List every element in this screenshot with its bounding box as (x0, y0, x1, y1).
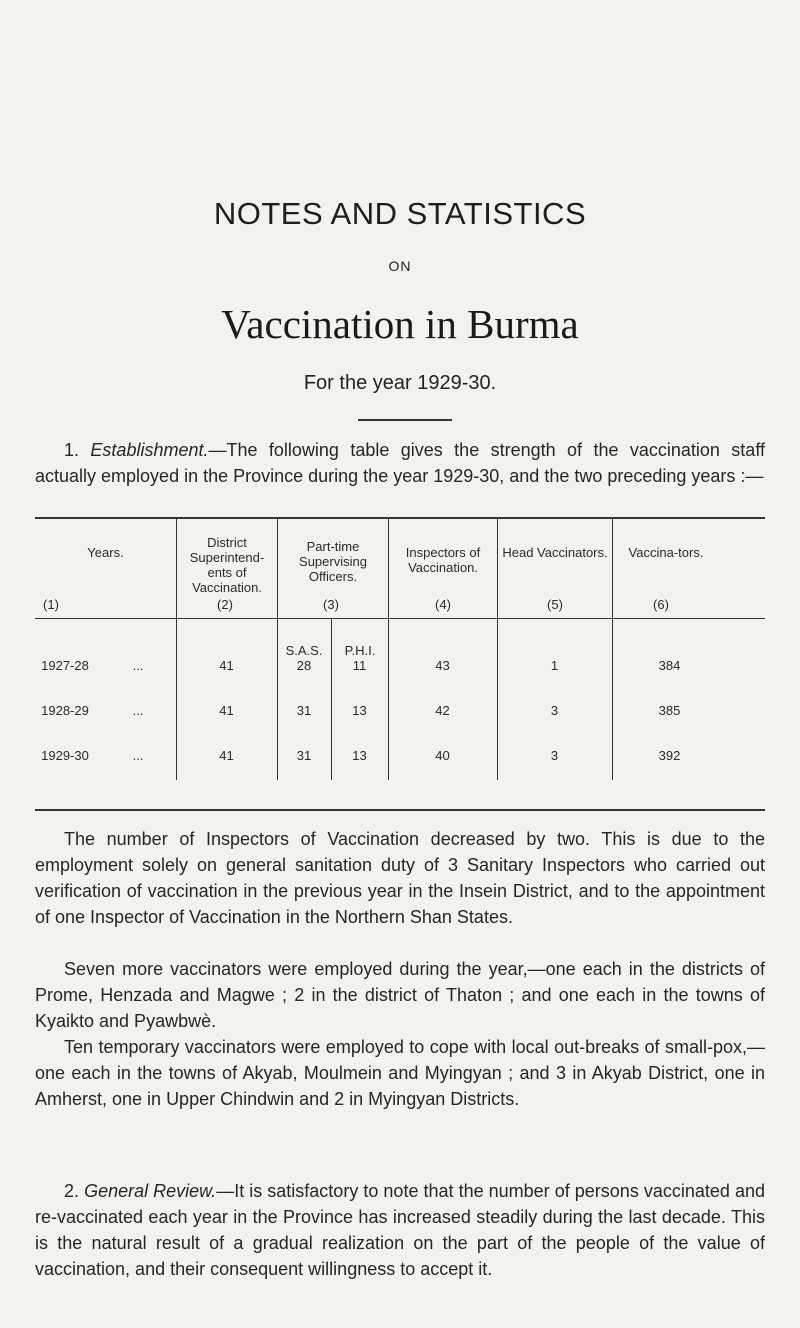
section-1-intro (35, 437, 765, 489)
col-number: (1) (43, 597, 59, 612)
table-cell: 13 (352, 748, 367, 763)
year-line: For the year 1929-30. (303, 372, 497, 394)
table-cell: 28 (296, 658, 312, 673)
table-cell: 43 (435, 658, 450, 673)
subheader-sas: S.A.S. (285, 643, 323, 658)
table-col-rule (497, 519, 498, 780)
col-number: (6) (653, 597, 669, 612)
paragraph-temporary: Ten temporary vaccinators were employed to cope with local out-breaks of small-pox,—one each in the towns of Akyab, Moulmein and Myingyan ; and 3 in Akyab District, one in Amherst, one in Upper Chindwin and 2 in Myingyan Districts. (35, 1037, 765, 1109)
section-1-label: Establishment. (90, 440, 209, 460)
header-part-time: Part-time Supervising Officers. (299, 539, 367, 584)
table-cell: 31 (296, 703, 312, 718)
title-divider (358, 419, 452, 421)
table-cell: 384 (658, 658, 681, 673)
table-cell: 41 (219, 658, 234, 673)
section-2-label: General Review. (84, 1181, 217, 1201)
table-header-rule (35, 618, 765, 619)
table-cell: 385 (658, 703, 681, 718)
table-cell: 3 (550, 748, 559, 763)
title-connector: ON (388, 258, 412, 274)
table-cell: 31 (296, 748, 312, 763)
table-cell: 40 (435, 748, 450, 763)
col-number: (4) (435, 597, 451, 612)
table-col-rule (612, 519, 613, 780)
section-1-text: —The following table gives the strength of the vaccination staff actually employed in the Province during the year 1929-30, and the two preceding years :— (35, 440, 765, 486)
table-cell: 1 (550, 658, 559, 673)
paragraph-inspectors: The number of Inspectors of Vaccination decreased by two. This is due to the employment solely on general sanitation duty of 3 Sanitary Inspectors who carried out verification of vaccination in the previous year in the Insein District, and to the appointment of one Inspector of Vaccination in the Northern Shan States. (35, 829, 765, 927)
table-bottom-rule (35, 809, 765, 811)
section-2-number: 2. (64, 1181, 85, 1201)
header-vaccinators: Vaccina-tors. (628, 545, 704, 560)
table-row-dots: ... (132, 658, 144, 673)
section-2-text: —It is satisfactory to note that the number of persons vaccinated and re-vaccinated each year in the Province has increased steadily during the last decade. This is the natural result of a gradual realization on the part of the people of the value of vaccination, and their consequent willingness to accept it. (35, 1181, 765, 1279)
table-cell: 41 (219, 703, 234, 718)
header-years: Years. (87, 545, 124, 560)
header-inspectors: Inspectors of Vaccination. (405, 545, 481, 575)
table-cell: 41 (219, 748, 234, 763)
table-cell: 11 (352, 658, 367, 673)
section-1-number: 1. (64, 440, 91, 460)
table-col-rule (388, 519, 389, 780)
section-2-review (35, 1178, 765, 1282)
table-cell: 13 (352, 703, 367, 718)
col-number: (2) (217, 597, 233, 612)
paragraph-vaccinators: Seven more vaccinators were employed during the year,—one each in the districts of Prome, Henzada and Magwe ; 2 in the district of Thaton ; and one each in the towns of Kyaikto and Pyawbwè. (35, 959, 765, 1031)
table-cell: 3 (550, 703, 559, 718)
col-number: (3) (323, 597, 339, 612)
subheader-phi: P.H.I. (344, 643, 376, 658)
table-top-rule (35, 517, 765, 519)
page-subtitle: Vaccination in Burma (221, 301, 579, 347)
header-head-vaccinators: Head Vaccinators. (502, 545, 608, 560)
page-title: NOTES AND STATISTICS (213, 196, 587, 231)
table-cell: 42 (435, 703, 450, 718)
col-number: (5) (547, 597, 563, 612)
table-row-year: 1927-28 (41, 658, 89, 673)
staff-table (35, 517, 765, 812)
table-row-dots: ... (132, 748, 144, 763)
header-district-superintendents: District Superintend-ents of Vaccination. (189, 535, 265, 595)
table-row-dots: ... (132, 703, 144, 718)
table-row-year: 1928-29 (41, 703, 89, 718)
table-cell: 392 (658, 748, 681, 763)
table-row-year: 1929-30 (41, 748, 89, 763)
table-col-rule (176, 519, 177, 780)
